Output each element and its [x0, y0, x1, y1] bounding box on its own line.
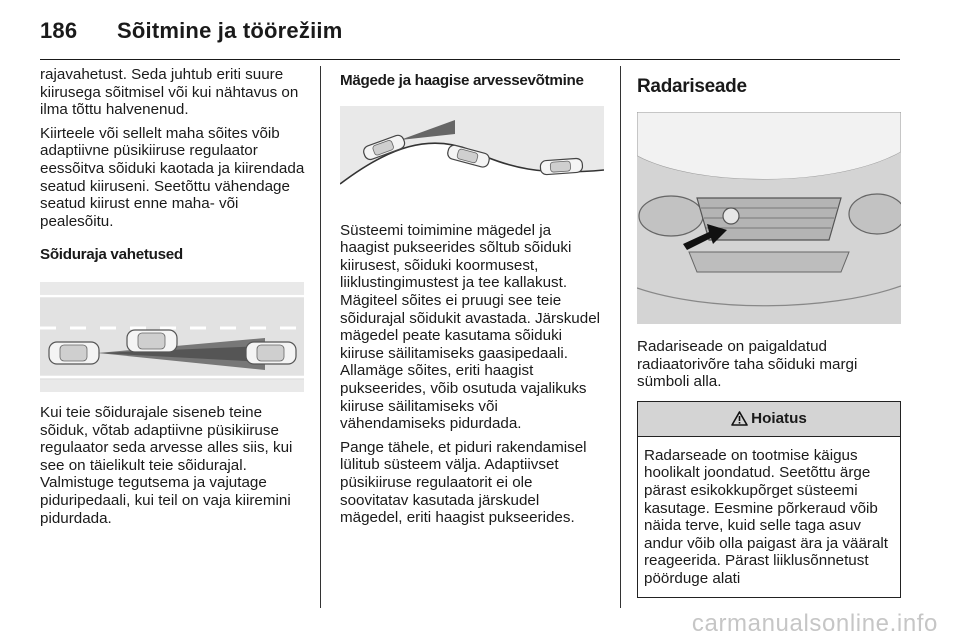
watermark: carmanualsonline.info [691, 610, 938, 637]
radar-sensor-photo [637, 112, 901, 324]
col1-paragraph-3: Kui teie sõidurajale siseneb teine sõiduk, võtab adaptiivne püsikiiruse regulaator seda arvesse alles siis, kui see on täielikult teie sõidurajal. Valmistuge tegutsema ja vajutage piduripedaali, kui teil on vaja kiiremini pidurdada. [40, 403, 293, 527]
car-icon [127, 330, 177, 352]
lane-change-illustration [40, 282, 304, 392]
warning-triangle-icon [731, 411, 748, 426]
hills-illustration [340, 106, 604, 210]
page-title: Sõitmine ja töörežiim [117, 18, 343, 43]
column-2 [340, 66, 604, 527]
col3-paragraph-1: Radariseade on paigaldatud radiaatorivõre taha sõiduki margi sümboli alla. [637, 338, 858, 391]
lane-change-heading: Sõiduraja vahetused [40, 246, 183, 264]
radar-heading: Radariseade [637, 76, 747, 97]
col1-paragraph-1: rajavahetust. Seda juhtub eriti suure kiirusega sõitmisel või kui nähtavus on ilma tõttu halvenenud. [40, 66, 299, 119]
hills-trailer-heading: Mägede ja haagise arvessevõtmine [340, 72, 584, 89]
header-rule [40, 59, 900, 60]
car-icon [246, 342, 296, 364]
col2-paragraph-2: Pange tähele, et piduri rakendamisel lülitub süsteem välja. Adaptiivset püsikiiruse regulaatorit ei ole soovitatav kasutada järskudel mägedel, eriti haagist pukseerides. [340, 438, 587, 527]
col1-paragraph-2: Kiirteele või sellelt maha sõites võib adaptiivne püsikiiruse regulaator eessõitva sõiduki kaotada ja kiirendada seatud kiiruseni. Seetõttu vähendage seatud kiirust enne maha- või pealesõitu. [40, 124, 305, 230]
warning-text: Radarseade on tootmise käigus hoolikalt joondatud. Seetõttu ärge pärast esikokkupõrget süsteemi kasutage. Eesmine põrkeraud võib näida terve, kuid selle taga asuv andur võib olla paigast ära ja vääralt reageerida. Pärast liiklusõnnetust pöörduge alati [644, 446, 888, 587]
col2-paragraph-1: Süsteemi toimimine mägedel ja haagist pukseerides sõltub sõiduki kiirusest, sõiduki koormusest, liiklustingimustest ja tee kallakust. Mägiteel sõites ei pruugi see teie sõidurajal sõidukit avastada. Järskudel mägedel peate kasutama sõiduki kiiruse säilitamiseks gaasipedaali. Allamäge sõites, eriti haagist pukseerides, võib osutuda vajalikuks kiiruse säilitamiseks või vähendamiseks pidurdada. [340, 221, 601, 433]
column-3 [637, 66, 901, 598]
warning-title: Hoiatus [751, 409, 807, 427]
column-divider-2 [620, 66, 621, 608]
car-icon [540, 158, 583, 175]
column-1 [40, 66, 306, 527]
warning-header [638, 402, 900, 437]
warning-box [637, 401, 901, 598]
column-divider-1 [320, 66, 321, 608]
page-number: 186 [40, 18, 78, 43]
car-icon [49, 342, 99, 364]
